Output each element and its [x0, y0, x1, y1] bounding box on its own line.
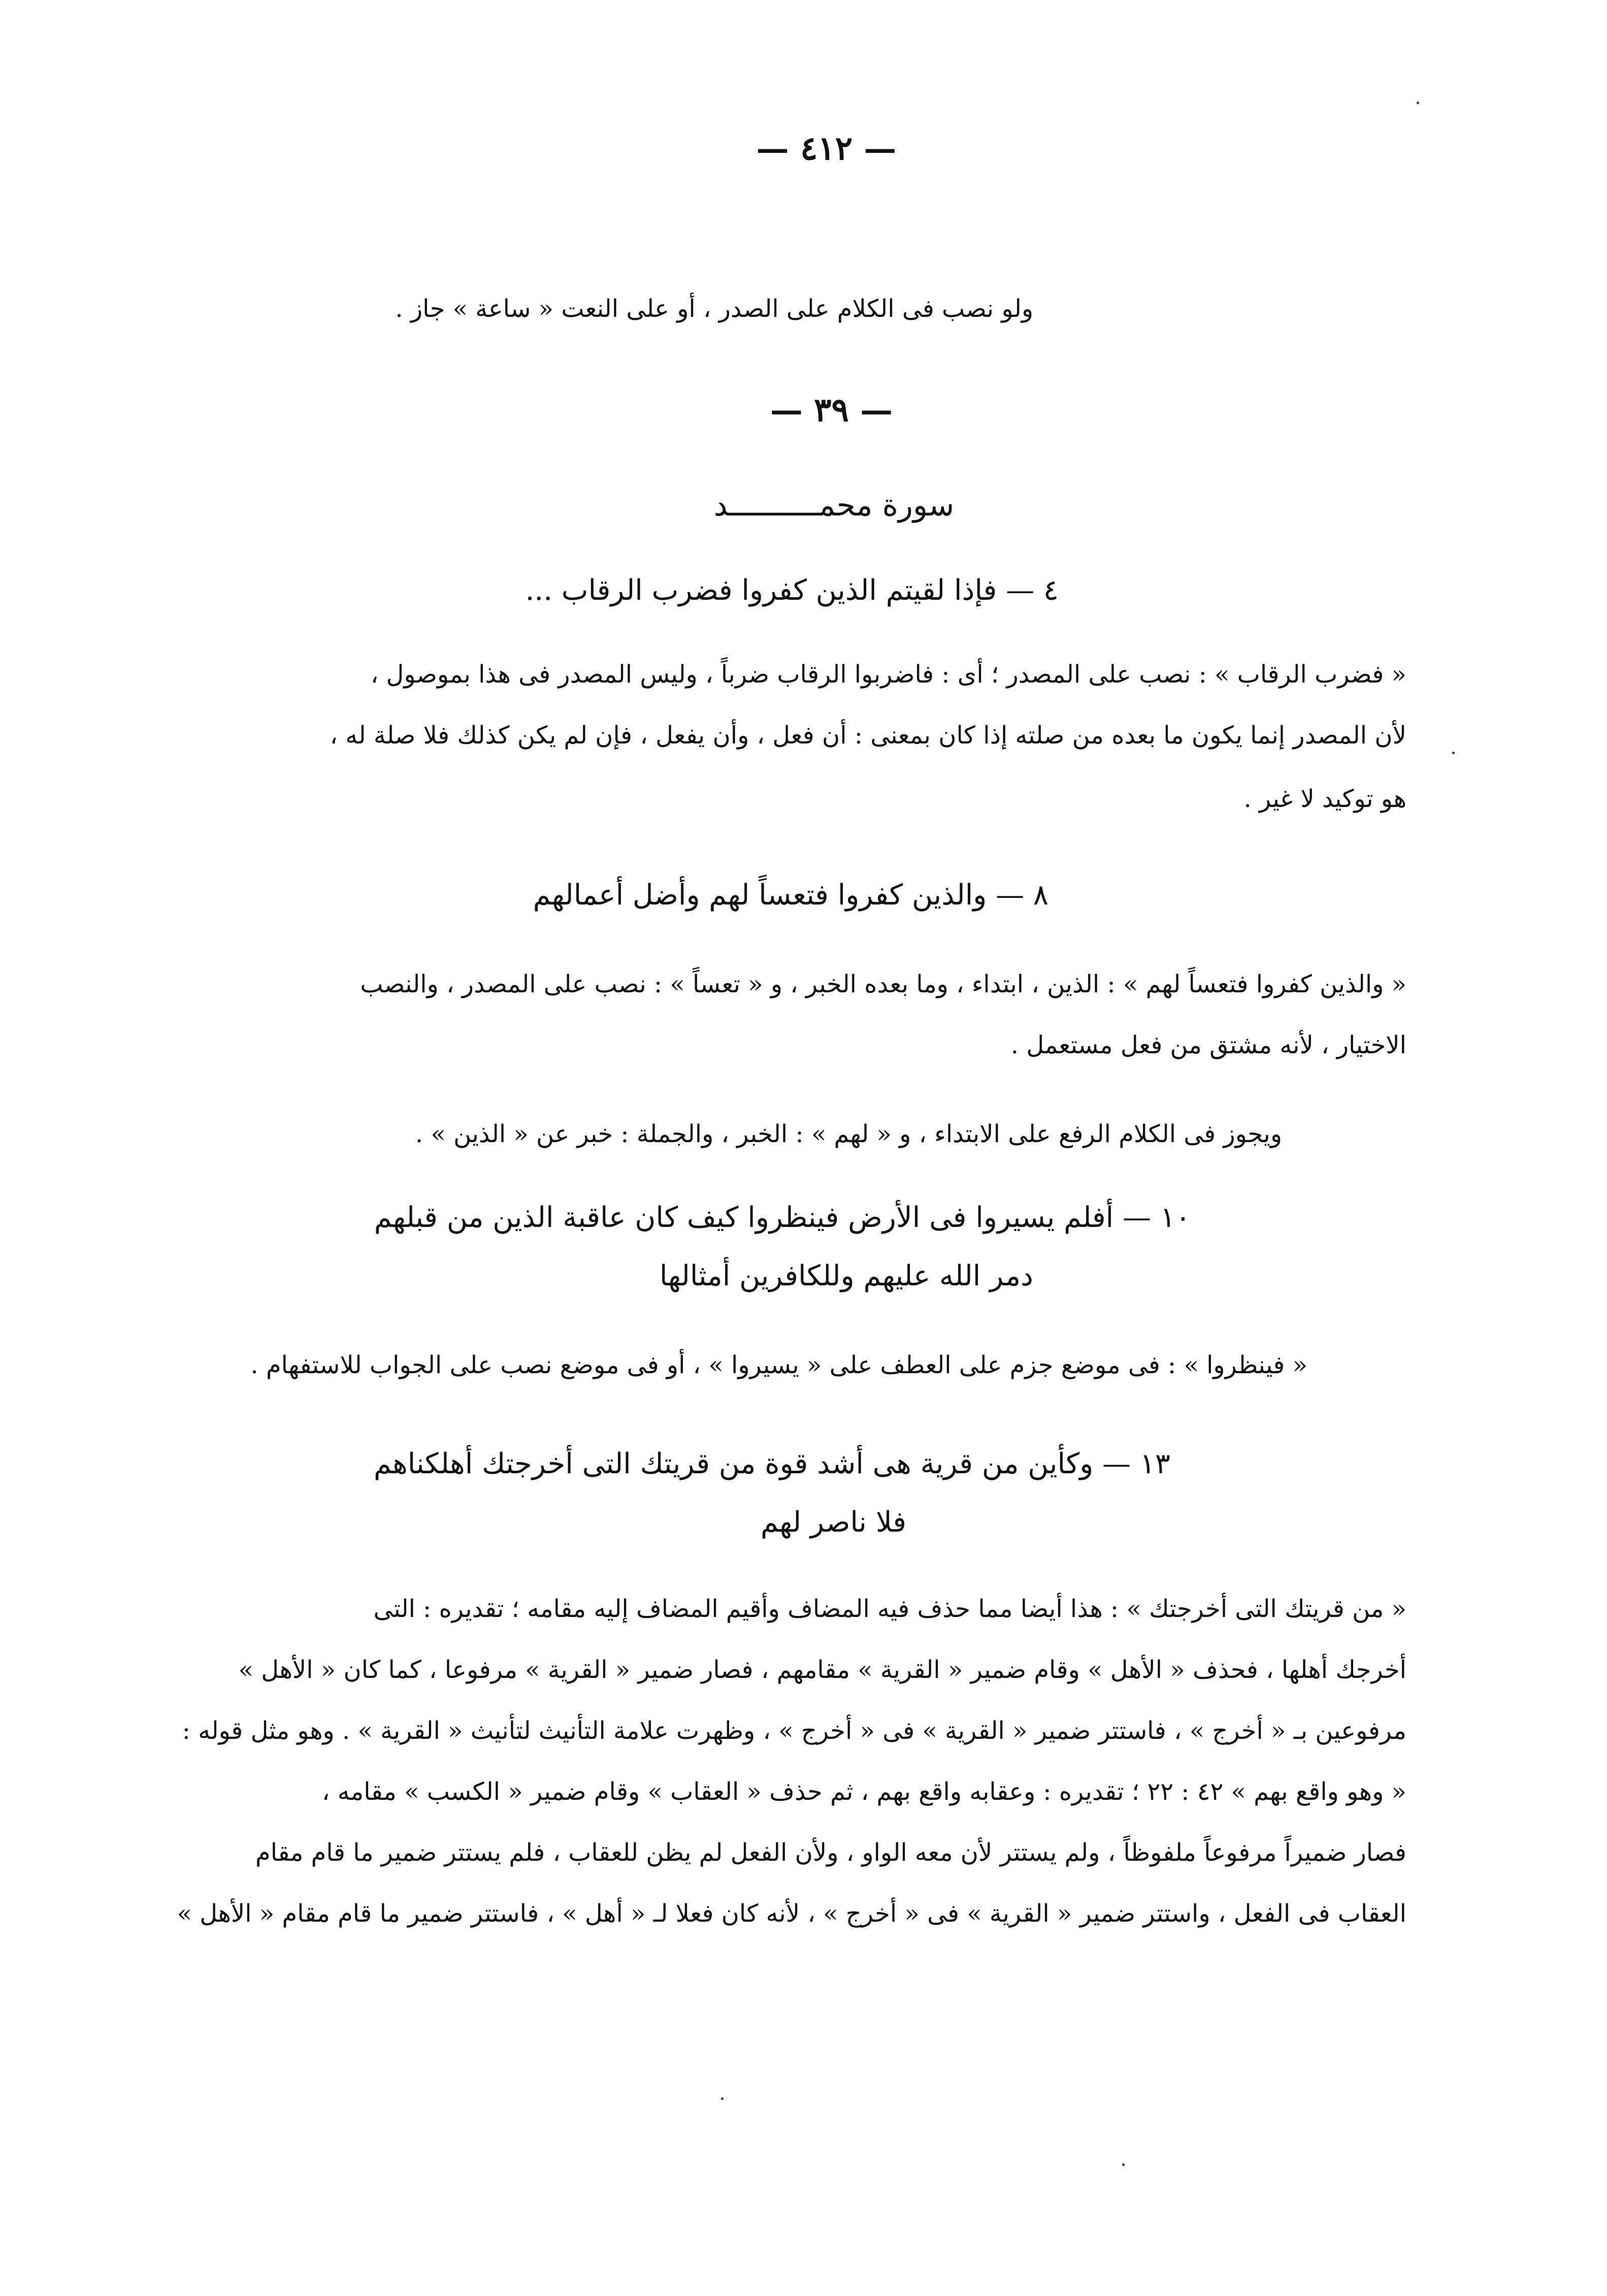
- verse-13-line-1: ١٣ — وكأين من قرية هى أشد قوة من قريتك التى أخرجتك أهلكناهم: [373, 1447, 1170, 1480]
- comment-8-line-1: « والذين كفروا فتعساً لهم » : الذين ، ابتداء ، وما بعده الخبر ، و « تعساً » : نصب على المصدر ، والنصب: [360, 970, 1406, 998]
- verse-10-line-2: دمر الله عليهم وللكافرين أمثالها: [659, 1259, 1033, 1292]
- verse-13-line-2: فلا ناصر لهم: [760, 1506, 906, 1539]
- comment-8b: ويجوز فى الكلام الرفع على الابتداء ، و « لهم » : الخبر ، والجملة : خبر عن « الذين » .: [415, 1120, 1282, 1148]
- comment-13-line-4: « وهو واقع بهم » ٤٢ : ٢٢ ؛ تقديره : وعقابه واقع بهم ، ثم حذف « العقاب » وقام ضمير « الكسب » مقامه ،: [322, 1777, 1406, 1806]
- verse-8: ٨ — والذين كفروا فتعساً لهم وأضل أعمالهم: [533, 879, 1048, 912]
- comment-13-line-3: مرفوعين بـ « أخرج » ، فاستتر ضمير « القرية » فى « أخرج » ، وظهرت علامة التأنيث لتأنيث « القرية » . وهو مثل قوله :: [182, 1717, 1406, 1745]
- scan-speck: [1417, 102, 1419, 104]
- comment-13-line-5: فصار ضميراً مرفوعاً ملفوظاً ، ولم يستتر لأن معه الواو ، ولأن الفعل لم يظن للعقاب ، فلم يستتر ضمير ما قام مقام: [255, 1838, 1406, 1867]
- page-number: — ٤١٢ —: [756, 130, 897, 168]
- comment-10: « فينظروا » : فى موضع جزم على العطف على « يسيروا » ، أو فى موضع نصب على الجواب للاستفهام .: [250, 1351, 1307, 1379]
- comment-13-line-1: « من قريتك التى أخرجتك » : هذا أيضا مما حذف فيه المضاف وأقيم المضاف إليه مقامه ؛ تقديره : التى: [373, 1595, 1406, 1623]
- verse-10-line-1: ١٠ — أفلم يسيروا فى الأرض فينظروا كيف كان عاقبة الذين من قبلهم: [374, 1201, 1191, 1234]
- comment-4-line-2: لأن المصدر إنما يكون ما بعده من صلته إذا كان بمعنى : أن فعل ، وأن يفعل ، فإن لم يكن كذلك فلا صلة له ،: [330, 721, 1406, 750]
- scan-speck: [1452, 752, 1455, 754]
- comment-4-line-3: هو توكيد لا غير .: [1243, 785, 1406, 813]
- section-number: — ٣٩ —: [770, 391, 893, 429]
- surah-title: سورة محمــــــــــد: [713, 488, 955, 523]
- comment-13-line-6: العقاب فى الفعل ، واستتر ضمير « القرية » فى « أخرج » ، لأنه كان فعلا لـ « أهل » ، فاستتر ضمير ما قام مقام « الأهل »: [177, 1899, 1406, 1928]
- scan-speck: [721, 2097, 724, 2100]
- verse-4: ٤ — فإذا لقيتم الذين كفروا فضرب الرقاب ...: [525, 574, 1059, 607]
- scan-speck: [1122, 2163, 1125, 2166]
- intro-line: ولو نصب فى الكلام على الصدر ، أو على النعت « ساعة » جاز .: [395, 295, 1033, 323]
- comment-8-line-2: الاختيار ، لأنه مشتق من فعل مستعمل .: [1010, 1031, 1406, 1059]
- comment-13-line-2: أخرجك أهلها ، فحذف « الأهل » وقام ضمير « القرية » مقامهم ، فصار ضمير « القرية » مرفوعا ، كما كان « الأهل »: [238, 1656, 1406, 1684]
- comment-4-line-1: « فضرب الرقاب » : نصب على المصدر ؛ أى : فاضربوا الرقاب ضرباً ، وليس المصدر فى هذا بموصول ،: [370, 660, 1406, 689]
